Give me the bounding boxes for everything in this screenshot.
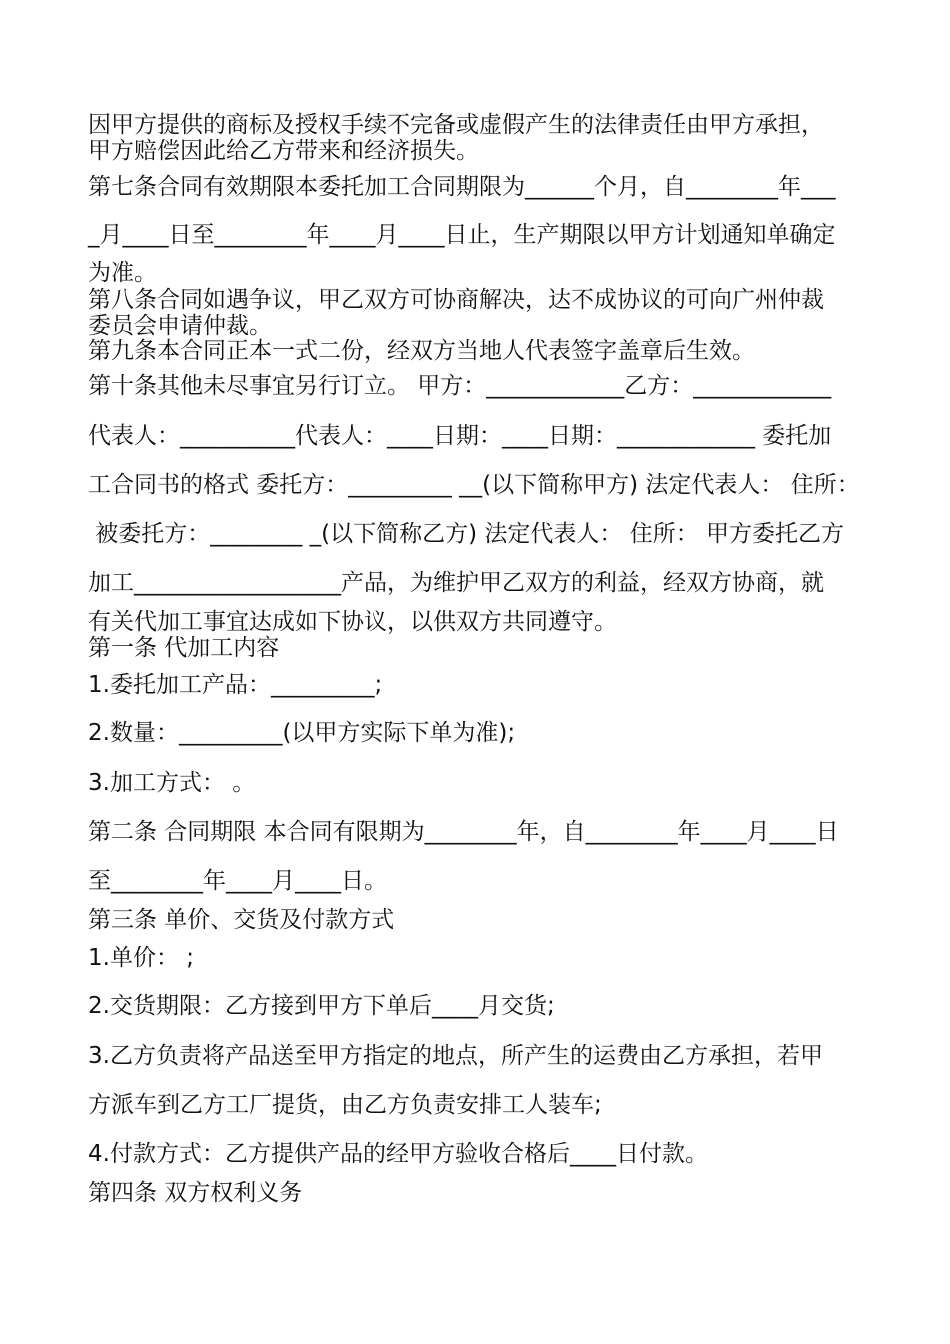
text-line: 3.加工方式： 。 — [88, 770, 256, 796]
text-line: 因甲方提供的商标及授权手续不完备或虚假产生的法律责任由甲方承担， — [88, 112, 824, 138]
text-line: 至________年____月____日。 — [88, 868, 387, 894]
text-line: 第三条 单价、交货及付款方式 — [88, 907, 395, 933]
text-line: 1.委托加工产品：_________; — [88, 672, 383, 698]
text-line: 方派车到乙方工厂提货，由乙方负责安排工人装车; — [88, 1092, 602, 1118]
text-line: 代表人：__________代表人：____日期：____日期：____________ 委托加 — [88, 423, 832, 449]
text-line: 第八条合同如遇争议，甲乙双方可协商解决，达不成协议的可向广州仲裁 — [88, 287, 824, 313]
text-line: 2.数量：_________(以甲方实际下单为准); — [88, 720, 516, 746]
text-line: 第九条本合同正本一式二份，经双方当地人代表签字盖章后生效。 — [88, 338, 755, 364]
text-line: 为准。 — [88, 260, 157, 286]
text-line: 加工__________________产品，为维护甲乙双方的利益，经双方协商，就 — [88, 570, 824, 596]
text-line: 甲方赔偿因此给乙方带来和经济损失。 — [88, 138, 479, 164]
text-line: 被委托方：________ _(以下简称乙方) 法定代表人： 住所： 甲方委托乙方 — [88, 521, 845, 547]
text-line: 工合同书的格式 委托方：_________ __(以下简称甲方) 法定代表人： 住所： — [88, 472, 860, 498]
text-line: _月____日至________年____月____日止，生产期限以甲方计划通知单确定 — [88, 222, 836, 248]
text-line: 第十条其他未尽事宜另行订立。 甲方：____________乙方：____________ — [88, 373, 832, 399]
text-line: 3.乙方负责将产品送至甲方指定的地点，所产生的运费由乙方承担，若甲 — [88, 1043, 823, 1069]
text-line: 2.交货期限：乙方接到甲方下单后____月交货; — [88, 993, 555, 1019]
text-line: 1.单价： ; — [88, 945, 195, 971]
text-line: 第二条 合同期限 本合同有限期为________年，自________年____月____日 — [88, 819, 839, 845]
text-line: 第七条合同有效期限本委托加工合同期限为______个月，自________年___ — [88, 174, 836, 200]
text-line: 第四条 双方权利义务 — [88, 1180, 303, 1206]
text-line: 委员会申请仲裁。 — [88, 313, 272, 339]
text-line: 有关代加工事宜达成如下协议，以供双方共同遵守。 — [88, 609, 617, 635]
text-line: 第一条 代加工内容 — [88, 635, 280, 661]
text-line: 4.付款方式：乙方提供产品的经甲方验收合格后____日付款。 — [88, 1141, 708, 1167]
